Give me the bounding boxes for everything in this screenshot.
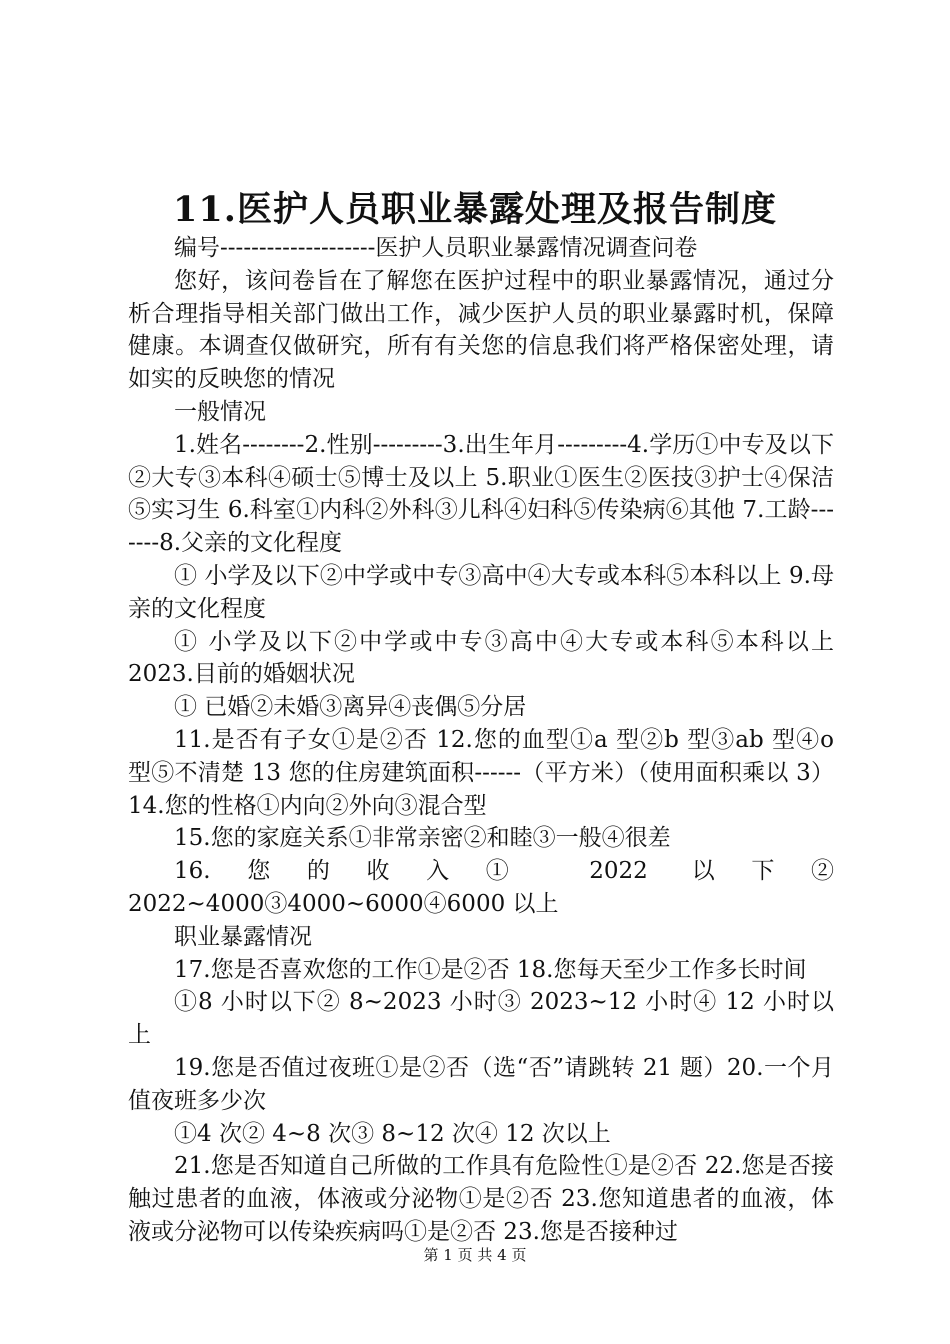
paragraph-question-15: 15.您的家庭关系①非常亲密②和睦③一般④很差: [174, 825, 671, 852]
paragraph-work-hours-options: ①8 小时以下② 8~2023 小时③ 2023~12 小时④ 12 小时以上: [128, 989, 834, 1049]
paragraph-question-16: 16.您的收入① 2022 以下② 2022~4000③4000~6000④6000 以上: [128, 858, 834, 917]
paragraph-questions-17-18: 17.您是否喜欢您的工作①是②否 18.您每天至少工作多长时间: [174, 956, 807, 983]
paragraph-marital-options: ① 已婚②未婚③离异④丧偶⑤分居: [174, 694, 527, 721]
paragraph-night-shift-options: ①4 次② 4~8 次③ 8~12 次④ 12 次以上: [174, 1120, 611, 1147]
paragraph-father-education-options: ① 小学及以下②中学或中专③高中④大专或本科⑤本科以上 9.母亲的文化程度: [128, 562, 834, 622]
paragraph-questions-21-23: 21.您是否知道自己所做的工作具有危险性①是②否 22.您是否接触过患者的血液，体液或分泌物①是②否 23.您知道患者的血液，体液或分泌物可以传染疾病吗①是②否 23.您是否接种过: [128, 1153, 834, 1245]
document-body: [128, 232, 834, 1249]
paragraph-mother-education-options: ① 小学及以下②中学或中专③高中④大专或本科⑤本科以上 2023.目前的婚姻状况: [128, 628, 834, 688]
document-title: 11.医护人员职业暴露处理及报告制度: [173, 189, 777, 230]
section-heading-general: 一般情况: [174, 398, 266, 425]
paragraph-intro: 您好，该问卷旨在了解您在医护过程中的职业暴露情况，通过分析合理指导相关部门做出工作，减少医护人员的职业暴露时机，保障健康。本调查仅做研究，所有有关您的信息我们将严格保密处理，请如实的反映您的情况: [128, 267, 834, 393]
paragraph-questions-11-14: 11.是否有子女①是②否 12.您的血型①a 型②b 型③ab 型④o 型⑤不清楚 13 您的住房建筑面积------（平方米）（使用面积乘以 3）14.您的性格①内向②外向③混合型: [128, 726, 834, 819]
section-heading-occupational: 职业暴露情况: [174, 923, 312, 950]
paragraph-questions-19-20: 19.您是否值过夜班①是②否（选“否”请跳转 21 题）20.一个月值夜班多少次: [128, 1054, 834, 1114]
page-footer: 第 1 页 共 4 页: [423, 1246, 527, 1264]
paragraph-questions-1-8: 1.姓名--------2.性别---------3.出生年月---------4.学历①中专及以下②大专③本科④硕士⑤博士及以上 5.职业①医生②医技③护士④保洁⑤实习生 6.科室①内科②外科③儿科④妇科⑤传染病⑥其他 7.工龄-------8.父亲的文化程度: [128, 431, 834, 557]
paragraph-header: 编号--------------------医护人员职业暴露情况调查问卷: [174, 235, 698, 261]
